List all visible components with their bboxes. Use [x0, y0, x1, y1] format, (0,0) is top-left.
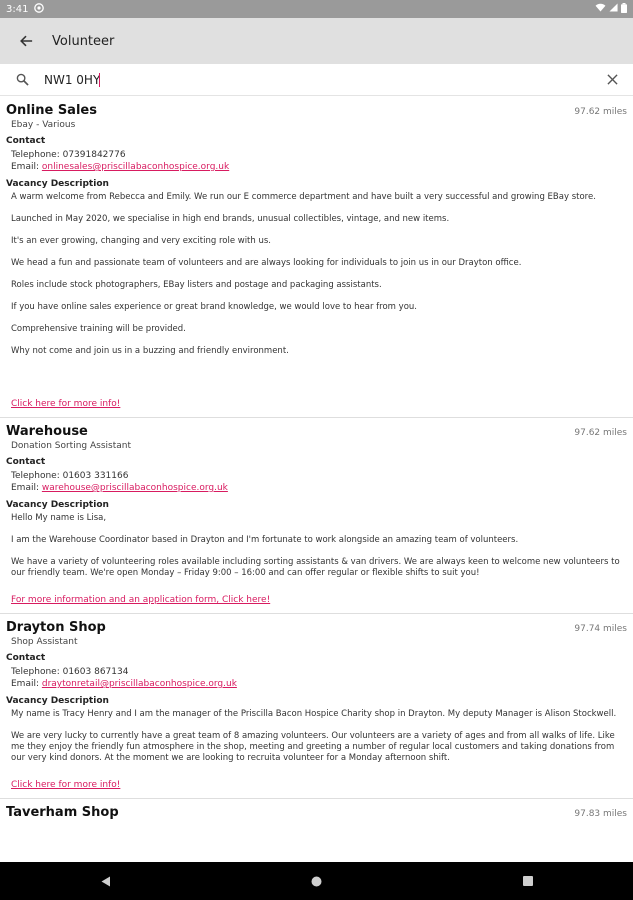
- nav-back-icon: [101, 876, 111, 887]
- card-distance: 97.74 miles: [574, 624, 627, 634]
- clear-search-button[interactable]: [591, 74, 633, 85]
- search-input[interactable]: [44, 73, 100, 87]
- battery-icon: [621, 3, 627, 16]
- vacancy-paragraph: We have a variety of volunteering roles available including sorting assistants & van drivers. We are always keen to welcome new volunteers to our friendly team. We're open Monday – Friday 9:00 – 16:00 and can offer regular or flexible shifts to suit you!: [11, 557, 620, 578]
- volunteer-card[interactable]: [0, 97, 633, 418]
- vacancy-paragraph: Why not come and join us in a buzzing and friendly environment.: [11, 346, 289, 356]
- app-bar: [0, 18, 633, 64]
- close-icon: [607, 74, 618, 85]
- card-role: Donation Sorting Assistant: [11, 441, 131, 451]
- vacancy-label: Vacancy Description: [6, 696, 109, 706]
- more-info-link[interactable]: Click here for more info!: [11, 780, 121, 790]
- email-prefix: Email:: [11, 679, 42, 689]
- contact-label: Contact: [6, 653, 46, 663]
- card-distance: 97.83 miles: [574, 809, 627, 819]
- volunteer-list[interactable]: [0, 97, 633, 862]
- vacancy-paragraph: Hello My name is Lisa,: [11, 513, 107, 523]
- email-link[interactable]: warehouse@priscillabaconhospice.org.uk: [41, 483, 228, 493]
- vacancy-paragraph: I am the Warehouse Coordinator based in Drayton and I'm fortunate to work alongside an amazing team of volunteers.: [11, 535, 519, 545]
- nav-home-icon: [311, 876, 322, 887]
- telephone[interactable]: Telephone: 01603 331166: [11, 471, 129, 481]
- card-title: Taverham Shop: [6, 805, 119, 820]
- volunteer-card[interactable]: [0, 614, 633, 799]
- card-role: Shop Assistant: [11, 637, 78, 647]
- nav-back-button[interactable]: [76, 862, 136, 900]
- card-distance: 97.62 miles: [574, 107, 627, 117]
- card-distance: 97.62 miles: [574, 428, 627, 438]
- back-button[interactable]: [0, 18, 52, 64]
- email-prefix: Email:: [11, 483, 42, 493]
- signal-icon: [609, 3, 618, 15]
- vacancy-paragraph: My name is Tracy Henry and I am the manager of the Priscilla Bacon Hospice Charity shop in Drayton. My deputy Manager is Alison Stockwell.: [11, 709, 617, 719]
- vacancy-paragraph: Comprehensive training will be provided.: [11, 324, 186, 334]
- text-cursor: [99, 73, 100, 87]
- vacancy-paragraph: A warm welcome from Rebecca and Emily. We run our E commerce department and have built a very successful and growing EBay store.: [11, 192, 596, 202]
- card-title: Online Sales: [6, 103, 97, 118]
- contact-label: Contact: [6, 457, 46, 467]
- page-title: Volunteer: [52, 33, 115, 49]
- status-bar: [0, 0, 633, 18]
- nav-recents-icon: [523, 876, 533, 886]
- more-info-link[interactable]: For more information and an application form, Click here!: [11, 595, 271, 605]
- vacancy-paragraph: Launched in May 2020, we specialise in high end brands, unusual collectibles, vintage, and new items.: [11, 214, 450, 224]
- email-prefix: Email:: [11, 162, 42, 172]
- contact-label: Contact: [6, 136, 46, 146]
- email-link[interactable]: draytonretail@priscillabaconhospice.org.uk: [41, 679, 237, 689]
- more-info-link[interactable]: Click here for more info!: [11, 399, 121, 409]
- telephone[interactable]: Telephone: 07391842776: [11, 150, 126, 160]
- volunteer-card[interactable]: [0, 799, 633, 826]
- vacancy-paragraph: If you have online sales experience or great brand knowledge, we would love to hear from you.: [11, 302, 417, 312]
- notification-icon: [34, 3, 44, 16]
- nav-home-button[interactable]: [287, 862, 347, 900]
- vacancy-label: Vacancy Description: [6, 179, 109, 189]
- volunteer-card[interactable]: [0, 418, 633, 614]
- vacancy-paragraph: We are very lucky to currently have a great team of 8 amazing volunteers. Our volunteers are a variety of ages and from all walks of life. Like me they enjoy the friendly fun atmosphere in the shop, meeting and greeting a number of regular local customers and taking donations from our very kind donors. At the moment we are looking to recruita volunteer for a Monday afternoon shift.: [11, 731, 615, 763]
- card-title: Warehouse: [6, 424, 88, 439]
- search-icon: [0, 73, 44, 86]
- card-title: Drayton Shop: [6, 620, 106, 635]
- telephone[interactable]: Telephone: 01603 867134: [11, 667, 129, 677]
- vacancy-paragraph: It's an ever growing, changing and very exciting role with us.: [11, 236, 272, 246]
- email-link[interactable]: onlinesales@priscillabaconhospice.org.uk: [41, 162, 230, 172]
- search-bar: [0, 64, 633, 96]
- vacancy-label: Vacancy Description: [6, 500, 109, 510]
- wifi-icon: [595, 3, 606, 15]
- card-role: Ebay - Various: [11, 120, 76, 130]
- status-time: 3:41: [6, 3, 29, 15]
- vacancy-paragraph: Roles include stock photographers, EBay listers and postage and packaging assistants.: [11, 280, 382, 290]
- system-nav-bar: [0, 862, 633, 900]
- nav-recents-button[interactable]: [498, 862, 558, 900]
- vacancy-paragraph: We head a fun and passionate team of volunteers and are always looking for individuals to join us in our Drayton office.: [11, 258, 522, 268]
- back-arrow-icon: [19, 34, 33, 48]
